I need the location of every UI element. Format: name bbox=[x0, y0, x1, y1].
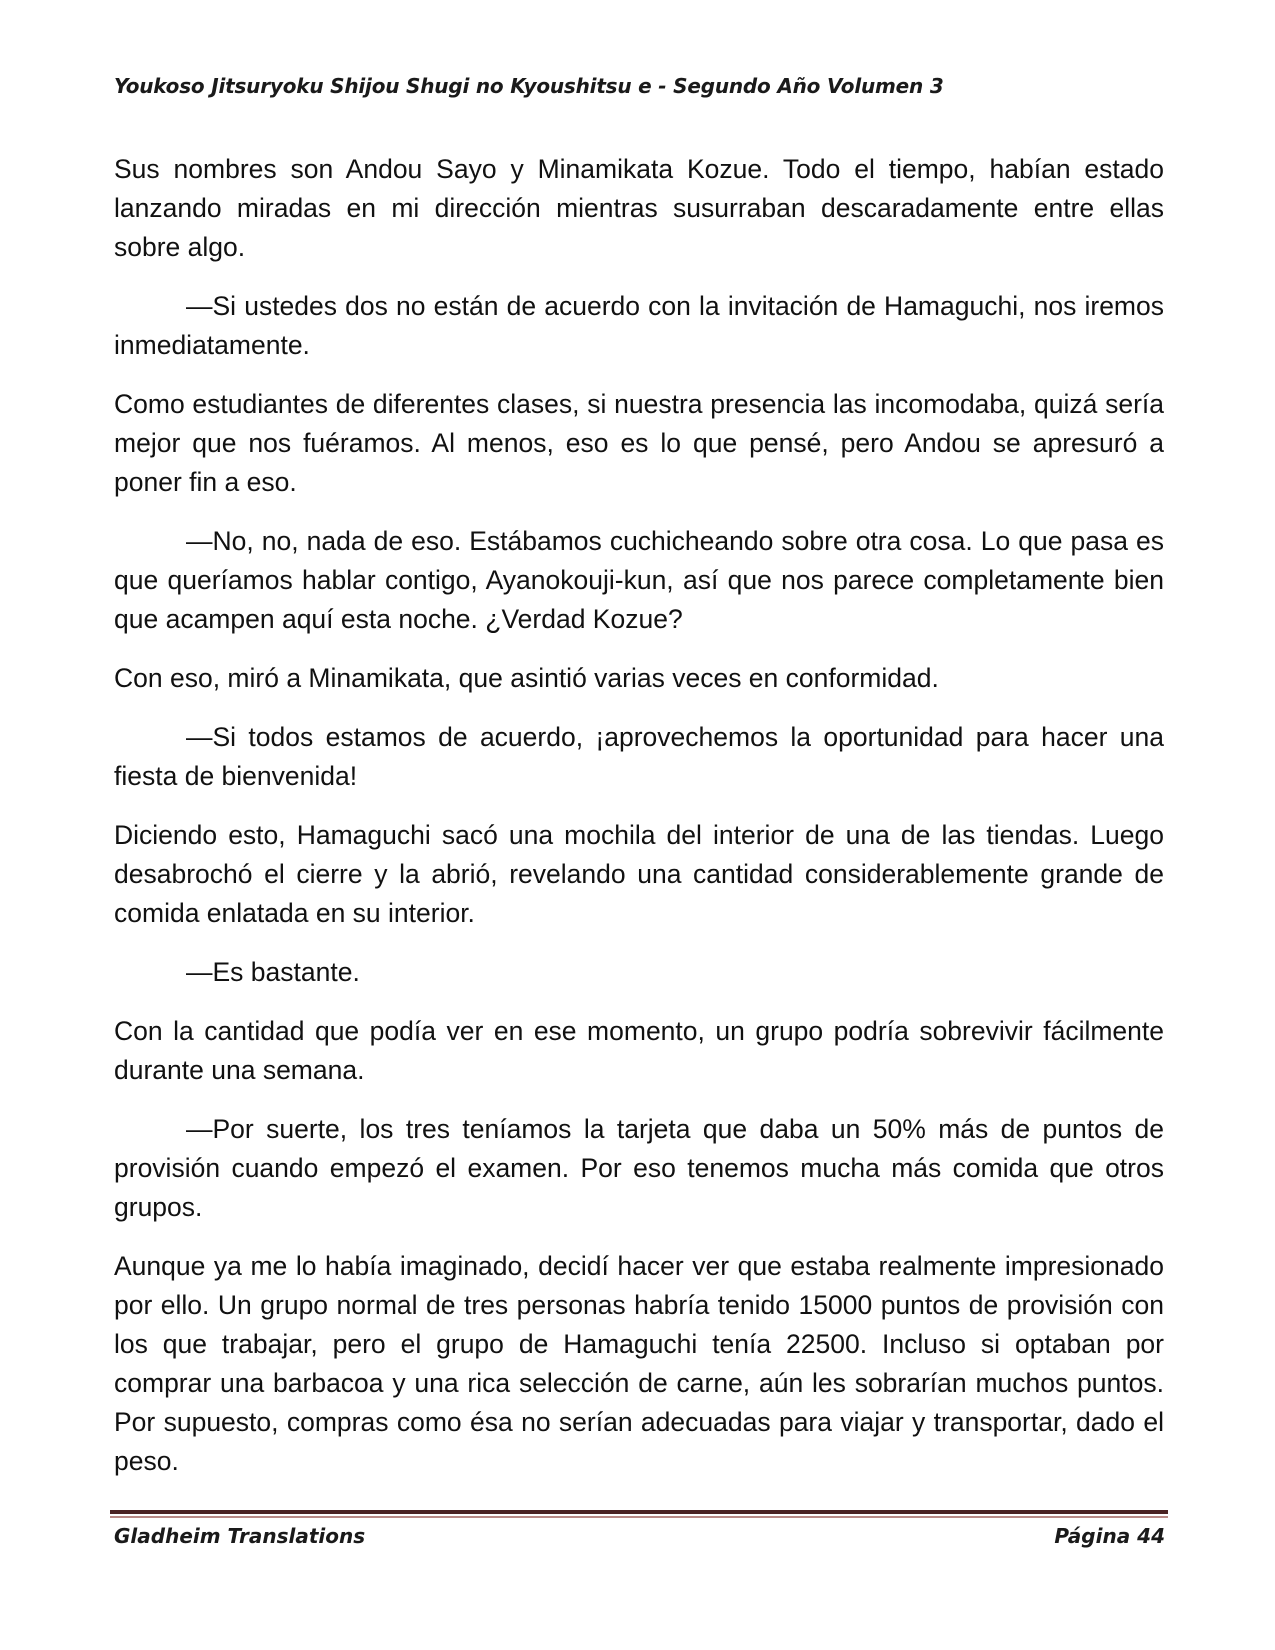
footer-divider bbox=[110, 1510, 1168, 1518]
paragraph-dialogue: —Si todos estamos de acuerdo, ¡aprovechemos la oportunidad para hacer una fiesta de bienvenida! bbox=[114, 722, 1164, 791]
paragraph-narration: Con la cantidad que podía ver en ese momento, un grupo podría sobrevivir fácilmente durante una semana. bbox=[114, 1016, 1164, 1085]
page-number: Página 44 bbox=[1054, 1524, 1165, 1548]
paragraph-dialogue: —Si ustedes dos no están de acuerdo con la invitación de Hamaguchi, nos iremos inmediatamente. bbox=[114, 291, 1164, 360]
page-header-title: Youkoso Jitsuryoku Shijou Shugi no Kyoushitsu e - Segundo Año Volumen 3 bbox=[114, 74, 944, 98]
page-body bbox=[114, 150, 1164, 1501]
paragraph-dialogue: —Por suerte, los tres teníamos la tarjeta que daba un 50% más de puntos de provisión cuando empezó el examen. Por eso tenemos mucha más comida que otros grupos. bbox=[114, 1114, 1164, 1222]
paragraph-narration: Aunque ya me lo había imaginado, decidí hacer ver que estaba realmente impresionado por ello. Un grupo normal de tres personas habría tenido 15000 puntos de provisión con los que trabajar, pero el grupo de Hamaguchi tenía 22500. Incluso si optaban por comprar una barbacoa y una rica selección de carne, aún les sobrarían muchos puntos. Por supuesto, compras como ésa no serían adecuadas para viajar y transportar, dado el peso. bbox=[114, 1251, 1164, 1476]
footer-divider-thin bbox=[110, 1516, 1168, 1518]
paragraph-narration: Diciendo esto, Hamaguchi sacó una mochila del interior de una de las tiendas. Luego desabrochó el cierre y la abrió, revelando una cantidad considerablemente grande de comida enlatada en su interior. bbox=[114, 820, 1164, 928]
paragraph-dialogue: —No, no, nada de eso. Estábamos cuchicheando sobre otra cosa. Lo que pasa es que queríamos hablar contigo, Ayanokouji-kun, así que nos parece completamente bien que acampen aquí esta noche. ¿Verdad Kozue? bbox=[114, 526, 1164, 634]
paragraph-dialogue: —Es bastante. bbox=[186, 957, 360, 987]
paragraph-narration: Como estudiantes de diferentes clases, si nuestra presencia las incomodaba, quizá sería mejor que nos fuéramos. Al menos, eso es lo que pensé, pero Andou se apresuró a poner fin a eso. bbox=[114, 389, 1164, 497]
paragraph-narration: Sus nombres son Andou Sayo y Minamikata Kozue. Todo el tiempo, habían estado lanzando miradas en mi dirección mientras susurraban descaradamente entre ellas sobre algo. bbox=[114, 154, 1164, 262]
paragraph-narration: Con eso, miró a Minamikata, que asintió varias veces en conformidad. bbox=[114, 663, 939, 693]
footer-credit: Gladheim Translations bbox=[114, 1524, 366, 1548]
